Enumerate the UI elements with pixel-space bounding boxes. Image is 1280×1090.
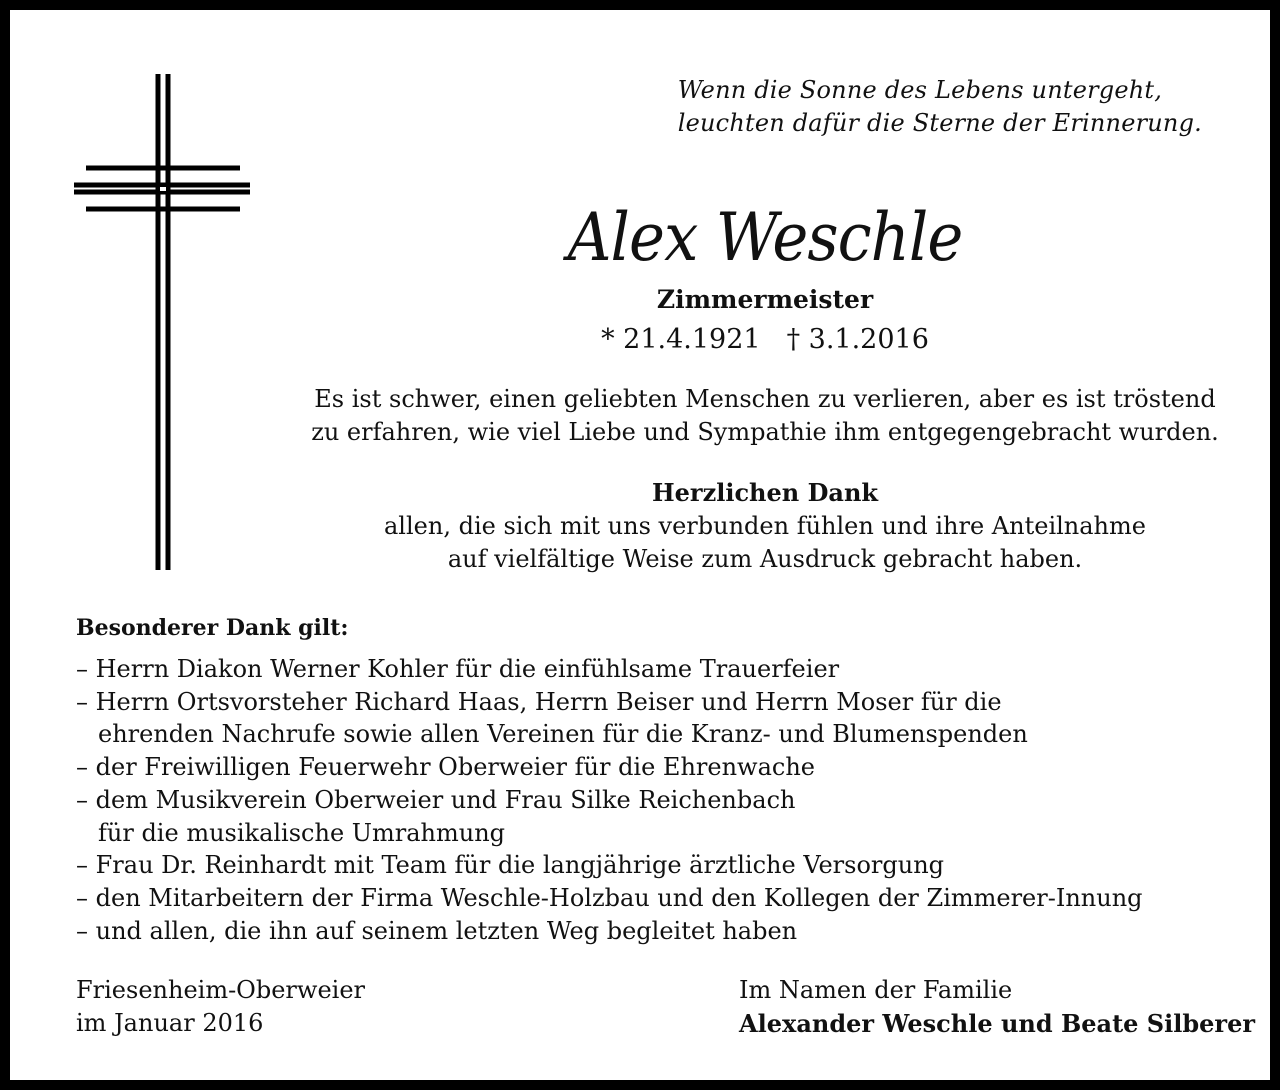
intro-line: zu erfahren, wie viel Liebe und Sympathie ihm entgegengebracht wurden.	[311, 418, 1219, 446]
list-item: – der Freiwilligen Feuerwehr Oberweier für die Ehrenwache	[76, 753, 815, 782]
list-item: – Frau Dr. Reinhardt mit Team für die langjährige ärztliche Versorgung	[76, 851, 945, 880]
memorial-quote	[678, 74, 1202, 140]
thanks-line: allen, die sich mit uns verbunden fühlen und ihre Anteilnahme	[384, 512, 1146, 540]
birth-date: * 21.4.1921	[601, 324, 761, 355]
death-date: † 3.1.2016	[786, 324, 929, 355]
list-item: – Herrn Diakon Werner Kohler für die einfühlsame Trauerfeier	[76, 655, 840, 683]
quote-line: Wenn die Sonne des Lebens untergeht,	[677, 76, 1163, 104]
list-item: – dem Musikverein Oberweier und Frau Silke Reichenbach	[76, 785, 796, 814]
intro-paragraph	[295, 383, 1235, 449]
quote-line: leuchten dafür die Sterne der Erinnerung.	[677, 109, 1202, 137]
life-dates	[295, 322, 1235, 358]
footer-family	[739, 974, 1255, 1040]
special-thanks-list	[76, 653, 1143, 947]
intro-line: Es ist schwer, einen geliebten Menschen zu verlieren, aber es ist tröstend	[314, 385, 1216, 413]
family-names: Alexander Weschle und Beate Silberer	[739, 1009, 1255, 1038]
footer-place: Friesenheim-Oberweier	[76, 976, 365, 1004]
thanks-line: auf vielfältige Weise zum Ausdruck gebracht haben.	[447, 545, 1083, 573]
list-item: – Herrn Ortsvorsteher Richard Haas, Herrn Beiser und Herrn Moser für die	[76, 687, 1002, 716]
thanks-heading: Herzlichen Dank	[651, 478, 879, 507]
list-item-continuation: ehrenden Nachrufe sowie allen Vereinen für die Kranz- und Blumenspenden	[98, 720, 1028, 749]
deceased-name: Alex Weschle	[567, 199, 963, 276]
footer-place-date	[76, 974, 365, 1040]
thanks-paragraph	[295, 510, 1235, 576]
list-item: – den Mitarbeitern der Firma Weschle-Holzbau und den Kollegen der Zimmerer-Innung	[76, 883, 1143, 912]
list-item: – und allen, die ihn auf seinem letzten Weg begleitet haben	[76, 916, 798, 945]
cross-icon	[72, 72, 252, 572]
list-item-continuation: für die musikalische Umrahmung	[98, 818, 506, 847]
deceased-profession: Zimmermeister	[656, 285, 874, 314]
footer-date: im Januar 2016	[76, 1009, 264, 1037]
special-thanks-heading: Besonderer Dank gilt:	[76, 615, 349, 641]
family-intro: Im Namen der Familie	[739, 976, 1013, 1004]
